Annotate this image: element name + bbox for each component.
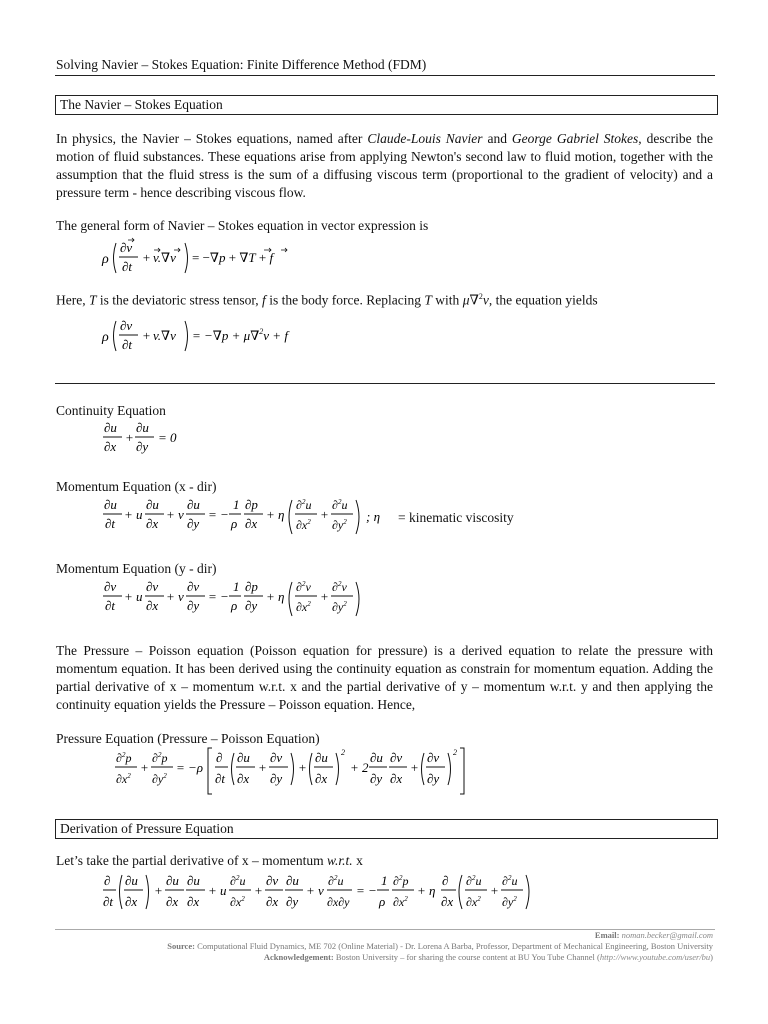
svg-text:∂y: ∂y <box>136 439 149 454</box>
svg-text:∂y2: $\partial y^2$ <box>332 518 347 532</box>
svg-text:∂2u: ∂$^2$u <box>502 874 518 888</box>
svg-text:∂x2: $\partial x^2$ <box>230 895 245 909</box>
svg-text:∂: ∂ <box>104 873 111 888</box>
svg-text:∂x: ∂x <box>315 771 328 786</box>
header-rule <box>55 75 715 76</box>
svg-text:∂x2: $\partial x^2$ <box>296 518 311 532</box>
svg-text:∂y2: $\partial y^2$ <box>152 772 167 786</box>
svg-text:+ η: + η <box>266 507 285 522</box>
svg-text:∂t: ∂t <box>122 259 133 274</box>
svg-text:+ v: + v <box>306 883 324 898</box>
svg-text:1: 1 <box>233 497 240 512</box>
section-heading-derivation: Derivation of Pressure Equation <box>55 819 718 839</box>
svg-text:∂y: ∂y <box>270 771 283 786</box>
pressure-poisson-paragraph: The Pressure – Poisson equation (Poisson equation for pressure) is a derived equation to relate the pressure with momentum equation. It has been derived using the continuity equation as constrain for momentum equation. Adding the partial derivative of x – momentum w.r.t. x and the partial derivative of y – momentum w.r.t. y and then applying the continuity equation yields the Pressure – Poisson equation. Hence, <box>56 643 713 712</box>
svg-text:∂u: ∂u <box>136 420 149 435</box>
svg-text:∂2u: ∂$^2$u <box>466 874 482 888</box>
svg-text:∂u: ∂u <box>315 750 328 765</box>
svg-text:∂u: ∂u <box>187 873 200 888</box>
navier-stokes-viscous-equation <box>100 315 320 361</box>
svg-text:v.∇v: v.∇v <box>153 250 176 265</box>
svg-text:∂2v: ∂$^2$v <box>296 580 311 594</box>
svg-text:∂y2: $\partial y^2$ <box>502 895 517 909</box>
svg-text:+ v: + v <box>166 507 184 522</box>
svg-text:+ η: + η <box>266 589 285 604</box>
svg-text:2: 2 <box>341 748 345 757</box>
svg-text:∂y: ∂y <box>245 598 258 613</box>
svg-text:∂y: ∂y <box>370 771 383 786</box>
svg-text:∂x2: $\partial x^2$ <box>393 895 408 909</box>
svg-text:+: + <box>125 430 134 445</box>
pressure-equation-label: Pressure Equation (Pressure – Poisson Equation) <box>56 731 320 746</box>
svg-text:+: + <box>258 760 267 775</box>
svg-text:+ v: + v <box>166 589 184 604</box>
general-form-sentence: The general form of Navier – Stokes equation in vector expression is <box>56 218 429 233</box>
svg-text:1: 1 <box>233 579 240 594</box>
svg-text:v.∇v: v.∇v <box>153 328 176 343</box>
svg-text:∂u: ∂u <box>237 750 250 765</box>
svg-text:∂v: ∂v <box>120 240 133 255</box>
svg-text:= −ρ: = −ρ <box>176 760 204 775</box>
svg-text:∂x: ∂x <box>146 598 159 613</box>
svg-text:∂y: ∂y <box>187 516 200 531</box>
svg-text:+: + <box>140 760 149 775</box>
svg-text:∂u: ∂u <box>104 497 117 512</box>
svg-text:= −: = − <box>208 507 229 522</box>
svg-text:∂2u: ∂$^2$u <box>332 498 348 512</box>
pressure-poisson-equation <box>112 745 472 801</box>
momentum-y-label: Momentum Equation (y - dir) <box>56 561 217 576</box>
momentum-x-equation <box>100 495 400 543</box>
svg-text:∂v: ∂v <box>427 750 440 765</box>
svg-text:+: + <box>298 760 307 775</box>
svg-text:+ u: + u <box>124 589 143 604</box>
svg-text:+ u: + u <box>124 507 143 522</box>
svg-text:∂2p: ∂$^2$p <box>393 874 409 888</box>
svg-text:∂v: ∂v <box>104 579 117 594</box>
svg-text:∂2u: ∂$^2$u <box>328 874 344 888</box>
svg-text:∂: ∂ <box>442 873 449 888</box>
footer-source: Source: Computational Fluid Dynamics, ME 702 (Online Material) - Dr. Lorena A Barba, Professor, Department of Mechanical Engineering, Boston University <box>167 941 713 951</box>
svg-text:∂x: ∂x <box>166 894 179 909</box>
svg-text:ρ: ρ <box>102 252 109 267</box>
svg-text:∂t: ∂t <box>122 337 133 352</box>
svg-text:ρ: ρ <box>231 598 238 613</box>
svg-text:∂x: ∂x <box>245 516 258 531</box>
svg-text:= 0: = 0 <box>158 430 177 445</box>
svg-text:+: + <box>320 589 329 604</box>
svg-text:∂x∂y: ∂x∂y <box>327 895 350 909</box>
svg-text:ρ: ρ <box>379 894 386 909</box>
intro-paragraph: In physics, the Navier – Stokes equations, named after Claude-Louis Navier and George Gabriel Stokes, describe the motion of fluid substances. These equations arise from applying Newton's second law to fluid motion, together with the assumption that the fluid stress is the sum of a diffusing viscous term (proportional to the gradient of velocity) and a pressure term - hence describing viscous flow. <box>56 131 713 200</box>
svg-text:∂2p: ∂$^2$p <box>152 751 168 765</box>
svg-text:∂x2: $\partial x^2$ <box>466 895 481 909</box>
svg-text:∂x: ∂x <box>237 771 250 786</box>
svg-text:+: + <box>142 328 151 343</box>
svg-text:∂x: ∂x <box>390 771 403 786</box>
svg-text:∂u: ∂u <box>286 873 299 888</box>
page-header-title: Solving Navier – Stokes Equation: Finite Difference Method (FDM) <box>56 57 427 72</box>
svg-text:∂p: ∂p <box>245 497 258 512</box>
footer-email: Email: noman.becker@gmail.com <box>594 930 713 940</box>
svg-text:∂v: ∂v <box>120 318 133 333</box>
svg-text:∂u: ∂u <box>166 873 179 888</box>
svg-text:= −∇p + ∇T + f: = −∇p + ∇T + f <box>192 250 274 265</box>
svg-text:∂x: ∂x <box>266 894 279 909</box>
svg-text:+: + <box>320 507 329 522</box>
svg-text:= −: = − <box>356 883 377 898</box>
kinematic-viscosity-note: = kinematic viscosity <box>398 510 514 525</box>
svg-text:∂u: ∂u <box>370 750 383 765</box>
svg-text:∂y: ∂y <box>286 894 299 909</box>
svg-text:ρ: ρ <box>102 330 109 345</box>
svg-text:+ u: + u <box>208 883 227 898</box>
svg-text:∂v: ∂v <box>146 579 159 594</box>
svg-text:+ 2: + 2 <box>350 760 369 775</box>
svg-text:ρ: ρ <box>231 516 238 531</box>
svg-text:∂x2: $\partial x^2$ <box>296 600 311 614</box>
svg-text:∂t: ∂t <box>105 516 116 531</box>
momentum-x-label: Momentum Equation (x - dir) <box>56 479 217 494</box>
svg-text:= −∇p + μ∇2v + f: = −∇p + μ∇$^2$v + f <box>192 327 288 343</box>
derivation-sentence: Let’s take the partial derivative of x – momentum w.r.t. x <box>56 853 363 868</box>
svg-text:∂2u: ∂$^2$u <box>230 874 246 888</box>
svg-text:∂x2: $\partial x^2$ <box>116 772 131 786</box>
svg-text:+: + <box>254 883 263 898</box>
svg-text:∂t: ∂t <box>103 894 114 909</box>
svg-text:∂x: ∂x <box>187 894 200 909</box>
svg-text:∂t: ∂t <box>105 598 116 613</box>
svg-text:+: + <box>490 883 499 898</box>
svg-text:∂: ∂ <box>216 750 223 765</box>
svg-text:∂x: ∂x <box>441 894 454 909</box>
svg-text:∂2u: ∂$^2$u <box>296 498 312 512</box>
svg-text:1: 1 <box>381 873 388 888</box>
svg-text:+: + <box>142 250 151 265</box>
section-heading-navier-stokes: The Navier – Stokes Equation <box>55 95 718 115</box>
svg-text:∂u: ∂u <box>187 497 200 512</box>
svg-text:∂t: ∂t <box>215 771 226 786</box>
svg-text:∂x: ∂x <box>104 439 117 454</box>
svg-text:∂x: ∂x <box>125 894 138 909</box>
footer-acknowledgement: Acknowledgement: Boston University – for sharing the course content at BU You Tube Channel (http://www.youtube.com/user/bu) <box>263 952 713 962</box>
svg-text:∂u: ∂u <box>125 873 138 888</box>
svg-text:∂y2: $\partial y^2$ <box>332 600 347 614</box>
svg-text:∂2p: ∂$^2$p <box>116 751 132 765</box>
svg-text:∂v: ∂v <box>270 750 283 765</box>
svg-text:∂y: ∂y <box>427 771 440 786</box>
svg-text:; η: ; η <box>366 509 381 524</box>
svg-text:2: 2 <box>453 748 457 757</box>
section-divider <box>55 383 715 384</box>
svg-text:∂u: ∂u <box>104 420 117 435</box>
svg-text:∂v: ∂v <box>187 579 200 594</box>
svg-text:+ η: + η <box>417 883 436 898</box>
svg-text:+: + <box>154 883 163 898</box>
derivation-equation <box>100 870 540 922</box>
svg-text:∂v: ∂v <box>266 873 279 888</box>
svg-text:+: + <box>410 760 419 775</box>
here-sentence: Here, T is the deviatoric stress tensor, f is the body force. Replacing T with μ∇$^2$v, the equation yields <box>56 292 598 308</box>
continuity-label: Continuity Equation <box>56 403 166 418</box>
svg-text:∂u: ∂u <box>146 497 159 512</box>
momentum-y-equation <box>100 577 370 625</box>
svg-text:∂y: ∂y <box>187 598 200 613</box>
svg-text:= −: = − <box>208 589 229 604</box>
svg-text:∂p: ∂p <box>245 579 258 594</box>
svg-text:∂x: ∂x <box>146 516 159 531</box>
svg-text:∂v: ∂v <box>390 750 403 765</box>
navier-stokes-vector-equation <box>100 237 300 283</box>
continuity-equation <box>100 418 200 462</box>
svg-text:∂2v: ∂$^2$v <box>332 580 347 594</box>
